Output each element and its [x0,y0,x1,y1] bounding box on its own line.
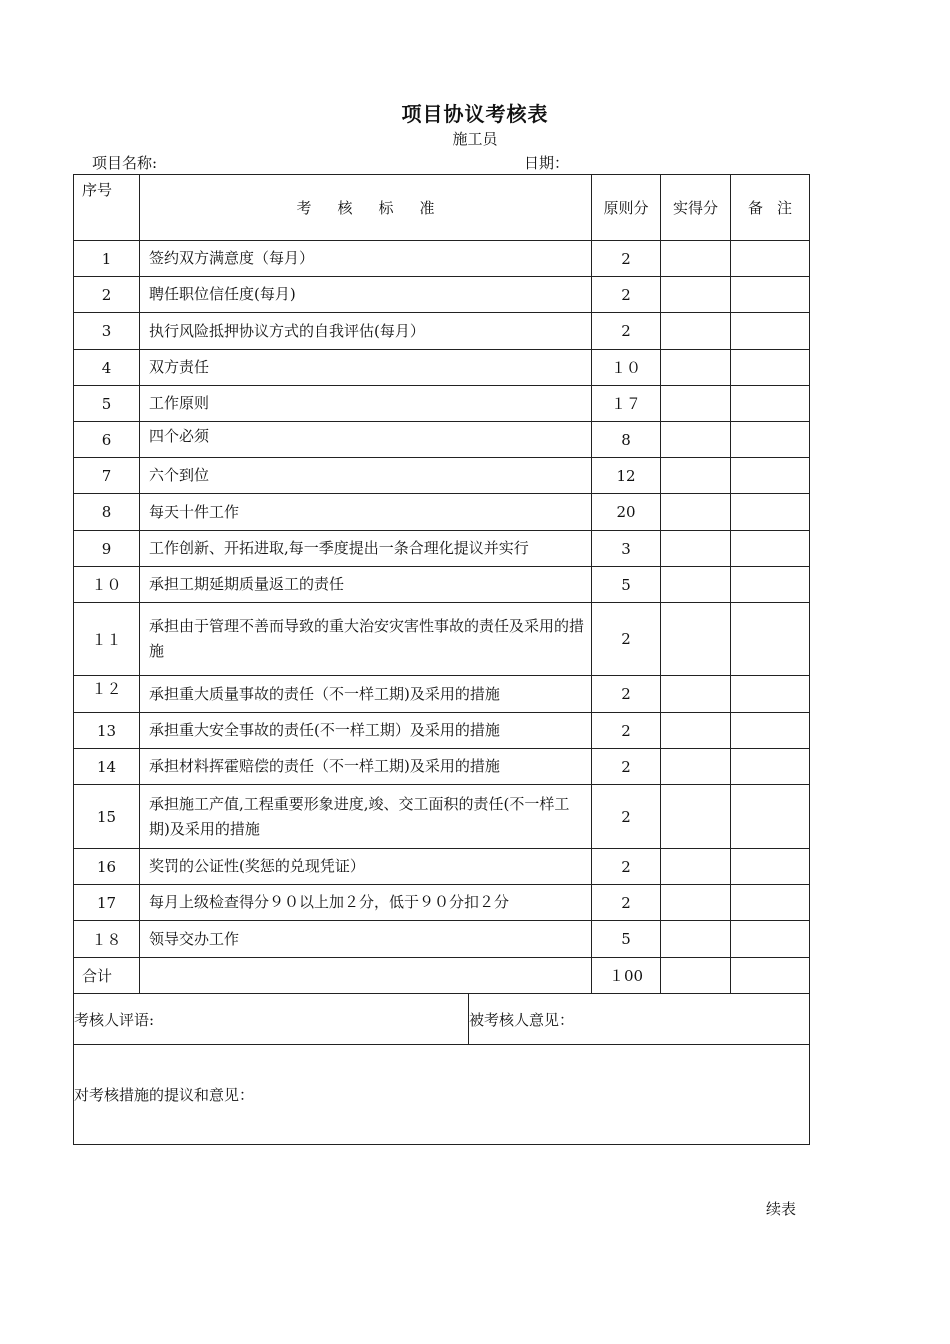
row-actual-score-cell[interactable] [661,676,731,713]
row-remark-cell[interactable] [731,885,810,921]
row-no: 13 [74,713,140,749]
row-no: １２ [74,676,140,713]
row-actual-score-cell[interactable] [661,313,731,350]
row-base-score: 2 [592,713,661,749]
row-base-score: 2 [592,241,661,277]
total-actual-score-cell[interactable] [661,958,731,994]
row-no: 4 [74,350,140,386]
row-remark-cell[interactable] [731,313,810,350]
table-header-row [74,175,810,241]
row-no: 8 [74,494,140,531]
header-remark-char: 备 [747,199,763,217]
row-remark-cell[interactable] [731,458,810,494]
table-row [74,350,810,386]
row-remark-cell[interactable] [731,494,810,531]
row-base-score: 20 [592,494,661,531]
row-base-score: 2 [592,749,661,785]
comments-table [73,993,810,1145]
row-criteria: 领导交办工作 [140,921,592,958]
suggestion-field[interactable] [74,1045,810,1145]
table-row [74,567,810,603]
row-actual-score-cell[interactable] [661,458,731,494]
row-remark-cell[interactable] [731,567,810,603]
row-actual-score-cell[interactable] [661,277,731,313]
table-row [74,531,810,567]
row-criteria: 六个到位 [140,458,592,494]
row-no: １０ [74,567,140,603]
row-actual-score-cell[interactable] [661,350,731,386]
row-remark-cell[interactable] [731,785,810,849]
row-base-score: 3 [592,531,661,567]
total-criteria-cell [140,958,592,994]
row-remark-cell[interactable] [731,676,810,713]
table-row [74,885,810,921]
row-no: 15 [74,785,140,849]
continued-note: 续表 [766,1200,797,1218]
table-row [74,386,810,422]
row-criteria: 每天十件工作 [140,494,592,531]
row-criteria: 四个必须 [140,422,592,458]
table-row [74,241,810,277]
table-row [74,603,810,676]
row-criteria: 奖罚的公证性(奖惩的兑现凭证） [140,849,592,885]
row-base-score: 5 [592,921,661,958]
header-remark [731,175,810,241]
row-criteria: 双方责任 [140,350,592,386]
form-title: 项目协议考核表 [401,102,549,126]
project-name-label: 项目名称: [92,154,158,172]
row-actual-score-cell[interactable] [661,885,731,921]
row-base-score: 2 [592,277,661,313]
header-criteria-char: 核 [337,199,353,217]
date-label: 日期： [524,154,570,172]
row-actual-score-cell[interactable] [661,494,731,531]
total-label: 合计 [74,958,140,994]
row-remark-cell[interactable] [731,422,810,458]
header-no: 序号 [74,175,140,241]
form-subtitle: 施工员 [452,130,498,148]
row-actual-score-cell[interactable] [661,713,731,749]
row-actual-score-cell[interactable] [661,422,731,458]
row-criteria: 聘任职位信任度(每月) [140,277,592,313]
row-criteria: 每月上级检查得分９０以上加２分，低于９０分扣２分 [140,885,592,921]
table-row [74,458,810,494]
row-actual-score-cell[interactable] [661,749,731,785]
row-actual-score-cell[interactable] [661,849,731,885]
table-row [74,422,810,458]
row-base-score: 2 [592,849,661,885]
row-base-score: 2 [592,885,661,921]
row-criteria: 执行风险抵押协议方式的自我评估(每月） [140,313,592,350]
evaluatee-opinion-label: 被考核人意见： [469,1010,575,1029]
row-no: 16 [74,849,140,885]
row-criteria: 承担材料挥霍赔偿的责任（不一样工期)及采用的措施 [140,749,592,785]
assessment-table [73,174,810,994]
header-criteria [140,175,592,241]
table-row [74,277,810,313]
row-actual-score-cell[interactable] [661,241,731,277]
row-criteria: 承担施工产值,工程重要形象进度,竣、交工面积的责任(不一样工期)及采用的措施 [140,785,592,849]
row-no: 1 [74,241,140,277]
header-remark-char: 注 [777,199,793,217]
row-no: １８ [74,921,140,958]
row-no: 3 [74,313,140,350]
row-base-score: 2 [592,676,661,713]
row-base-score: 8 [592,422,661,458]
row-remark-cell[interactable] [731,241,810,277]
row-remark-cell[interactable] [731,350,810,386]
row-base-score: 5 [592,567,661,603]
row-actual-score-cell[interactable] [661,785,731,849]
total-row [74,958,810,994]
row-remark-cell[interactable] [731,386,810,422]
table-row [74,713,810,749]
header-actual-score: 实得分 [661,175,731,241]
row-no: 9 [74,531,140,567]
row-remark-cell[interactable] [731,603,810,676]
table-row [74,313,810,350]
table-row [74,494,810,531]
evaluatee-opinion-field[interactable] [469,994,810,1045]
row-remark-cell[interactable] [731,713,810,749]
row-criteria: 承担重大质量事故的责任（不一样工期)及采用的措施 [140,676,592,713]
header-criteria-char: 考 [296,199,312,217]
row-base-score: 12 [592,458,661,494]
row-remark-cell[interactable] [731,849,810,885]
row-base-score: 2 [592,603,661,676]
row-actual-score-cell[interactable] [661,567,731,603]
evaluator-comment-field[interactable] [74,994,469,1045]
row-base-score: 2 [592,785,661,849]
row-no: １１ [74,603,140,676]
table-row [74,676,810,713]
row-actual-score-cell[interactable] [661,603,731,676]
header-base-score: 原则分 [592,175,661,241]
row-actual-score-cell[interactable] [661,386,731,422]
row-base-score: １７ [592,386,661,422]
row-no: 2 [74,277,140,313]
table-row [74,785,810,849]
header-criteria-char: 准 [419,199,435,217]
table-row [74,849,810,885]
row-base-score: １０ [592,350,661,386]
suggestion-row [74,1045,810,1145]
row-no: 17 [74,885,140,921]
suggestion-label: 对考核措施的提议和意见： [74,1086,255,1104]
row-criteria: 承担由于管理不善而导致的重大治安灾害性事故的责任及采用的措施 [140,603,592,676]
row-remark-cell[interactable] [731,277,810,313]
row-remark-cell[interactable] [731,749,810,785]
comments-row [74,994,810,1045]
row-actual-score-cell[interactable] [661,921,731,958]
row-remark-cell[interactable] [731,921,810,958]
row-criteria: 签约双方满意度（每月） [140,241,592,277]
row-no: 14 [74,749,140,785]
row-criteria: 工作创新、开拓进取,每一季度提出一条合理化提议并实行 [140,531,592,567]
row-criteria: 工作原则 [140,386,592,422]
row-no: 5 [74,386,140,422]
total-base-score: １00 [592,958,661,994]
table-row [74,749,810,785]
evaluator-comment-label: 考核人评语: [74,1010,155,1029]
row-no: 7 [74,458,140,494]
header-criteria-char: 标 [378,199,394,217]
row-criteria: 承担重大安全事故的责任(不一样工期）及采用的措施 [140,713,592,749]
row-remark-cell[interactable] [731,531,810,567]
row-criteria: 承担工期延期质量返工的责任 [140,567,592,603]
row-base-score: 2 [592,313,661,350]
table-row [74,921,810,958]
row-no: 6 [74,422,140,458]
row-actual-score-cell[interactable] [661,531,731,567]
total-remark-cell[interactable] [731,958,810,994]
